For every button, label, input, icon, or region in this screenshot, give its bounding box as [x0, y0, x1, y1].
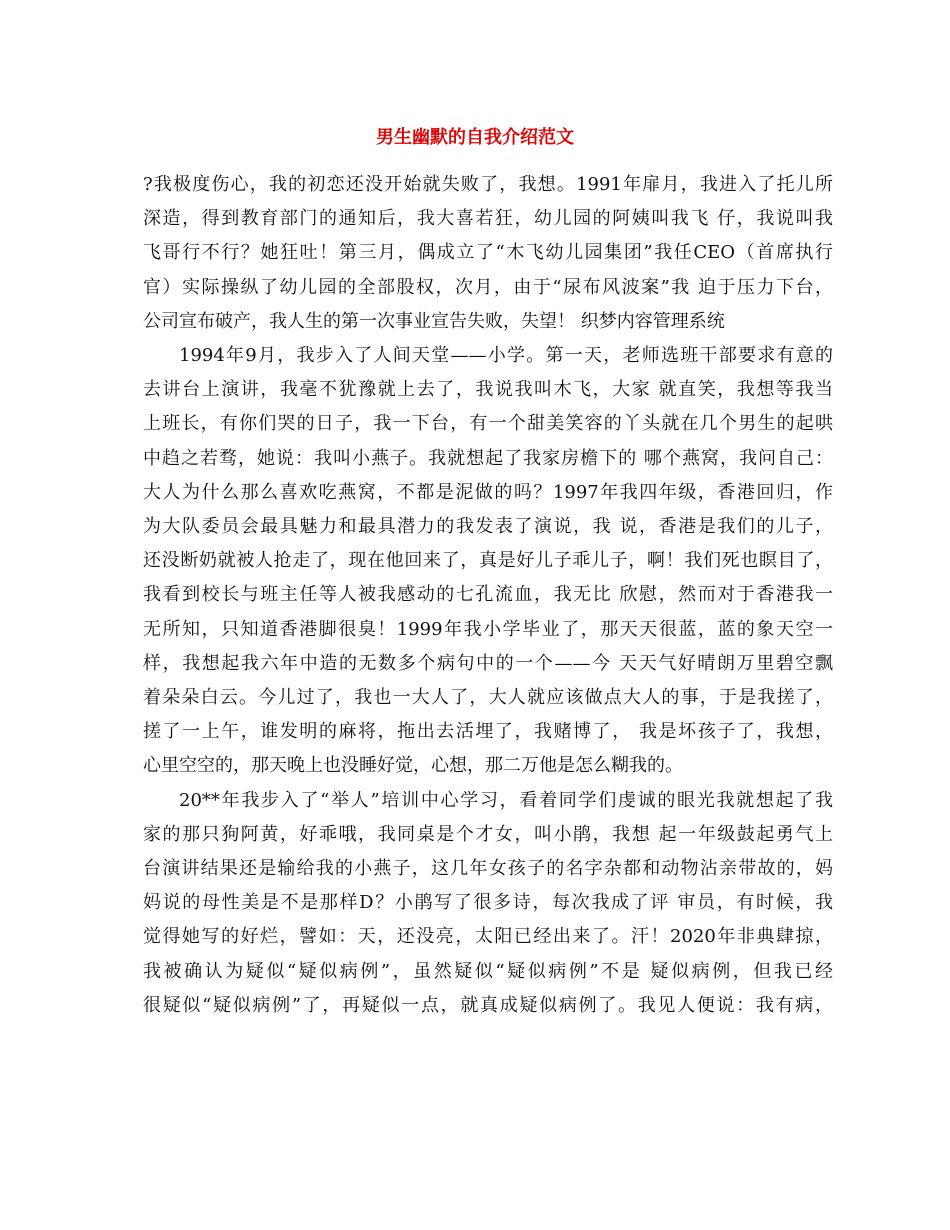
- text-line: 很疑似“疑似病例”了，再疑似一点，就真成疑似病例了。我见人便说：我有病，: [143, 994, 833, 1016]
- text-line: 台演讲结果还是输给我的小燕子，这几年女孩子的名字杂都和动物沾亲带故的，妈: [143, 858, 833, 880]
- text-line: 家的那只狗阿黄，好乖哦，我同桌是个才女，叫小鹃，我想 起一年级鼓起勇气上: [143, 823, 833, 845]
- text-line: 着朵朵白云。今儿过了，我也一大人了，大人就应该做点大人的事，于是我搓了，: [143, 687, 833, 709]
- text-line: 搓了一上午，谁发明的麻将，拖出去活埋了，我赌博了， 我是坏孩子了，我想，: [143, 721, 833, 743]
- text-line: 我被确认为疑似“疑似病例”，虽然疑似“疑似病例”不是 疑似病例，但我已经: [143, 960, 833, 982]
- text-line: 无所知，只知道香港脚很臭！1999年我小学毕业了，那天天很蓝，蓝的象天空一: [143, 618, 833, 640]
- text-line: 觉得她写的好烂，譬如：天，还没亮，太阳已经出来了。汗！2020年非典肆掠，: [143, 926, 833, 948]
- text-line: 1994年9月，我步入了人间天堂——小学。第一天，老师选班干部要求有意的: [179, 345, 833, 367]
- text-line: 我看到校长与班主任等人被我感动的七孔流血，我无比 欣慰，然而对于香港我一: [143, 584, 833, 606]
- text-line: 妈说的母性美是不是那样D？小鹃写了很多诗，每次我成了评 审员，有时候，我: [143, 892, 833, 914]
- text-line: 20**年我步入了“举人”培训中心学习，看着同学们虔诚的眼光我就想起了我: [179, 789, 833, 811]
- text-line: 深造，得到教育部门的通知后，我大喜若狂，幼儿园的阿姨叫我飞 仔，我说叫我: [143, 208, 833, 230]
- paragraph-3: [143, 784, 833, 1023]
- document-title: 男生幽默的自我介绍范文: [376, 127, 574, 148]
- text-line: 为大队委员会最具魅力和最具潜力的我发表了演说，我 说，香港是我们的儿子，: [143, 516, 833, 538]
- text-line: 去讲台上演讲，我毫不犹豫就上去了，我说我叫木飞，大家 就直笑，我想等我当: [143, 379, 833, 401]
- text-line: 中趋之若骛，她说：我叫小燕子。我就想起了我家房檐下的 哪个燕窝，我问自己：: [143, 447, 833, 469]
- text-line: 还没断奶就被人抢走了，现在他回来了，真是好儿子乖儿子，啊！我们死也瞑目了，: [143, 550, 833, 572]
- text-line: 上班长，有你们哭的日子，我一下台，有一个甜美笑容的丫头就在几个男生的起哄: [143, 413, 833, 435]
- text-line: 大人为什么那么喜欢吃燕窝，不都是泥做的吗？1997年我四年级，香港回归，作: [143, 481, 833, 503]
- paragraph-1: [143, 168, 833, 339]
- text-line: ?我极度伤心，我的初恋还没开始就失败了，我想。1991年扉月，我进入了托儿所: [143, 174, 833, 195]
- text-line: 心里空空的，那天晚上也没睡好觉，心想，那二万他是怎么糊我的。: [143, 755, 683, 777]
- text-line: 官）实际操纵了幼儿园的全部股权，次月，由于“尿布风波案”我 迫于压力下台，: [143, 276, 833, 298]
- text-line: 公司宣布破产，我人生的第一次事业宣告失败，失望！ 织梦内容管理系统: [143, 310, 725, 332]
- text-line: 样，我想起我六年中造的无数多个病句中的一个——今 天天气好晴朗万里碧空飘: [143, 652, 833, 674]
- document-body: [143, 168, 833, 1023]
- paragraph-2: [143, 339, 833, 784]
- text-line: 飞哥行不行？她狂吐！第三月，偶成立了“木飞幼儿园集团”我任CEO（首席执行: [143, 242, 833, 264]
